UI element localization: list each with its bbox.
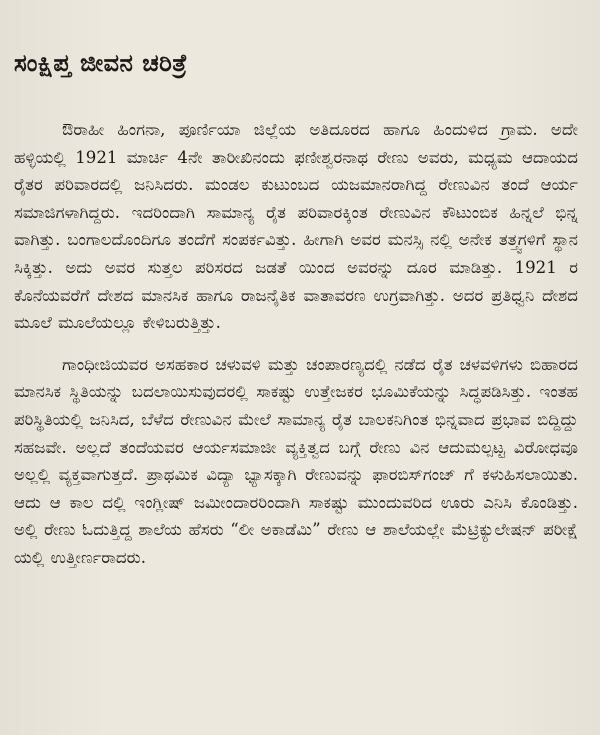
- document-title: ಸಂಕ್ಷಿಪ್ತ ಜೀವನ ಚರಿತ್ರೆ: [14, 48, 188, 77]
- paragraph-1: ಔರಾಹೀ ಹಿಂಗನಾ, ಪೂರ್ಣಿಯಾ ಜಿಲ್ಲೆಯ ಅತಿದೂರದ ಹಾಗೂ ಹಿಂದುಳಿದ ಗ್ರಾಮ. ಅದೇ ಹಳ್ಳಿಯಲ್ಲಿ 1921 ಮಾರ್ಚಿ 4ನೇ ತಾರೀಖಿನಂದು ಫಣೀಶ್ವರನಾಥ ರೇಣು ಅವರು, ಮಧ್ಯಮ ಆದಾಯದ ರೈತರ ಪರಿವಾರದಲ್ಲಿ ಜನಿಸಿದರು. ಮಂಡಲ ಕುಟುಂಬದ ಯಜಮಾನರಾಗಿದ್ದ ರೇಣುವಿನ ತಂದೆ ಆರ್ಯ ಸಮಾಜಿಗಳಾಗಿದ್ದರು. ಇದರಿಂದಾಗಿ ಸಾಮಾನ್ಯ ರೈತ ಪರಿವಾರಕ್ಕಿಂತ ರೇಣುವಿನ ಕೌಟುಂಬಿಕ ಹಿನ್ನಲೆ ಭಿನ್ನ ವಾಗಿತ್ತು. ಬಂಗಾಲದೊಂದಿಗೂ ತಂದೆಗೆ ಸಂಪರ್ಕವಿತ್ತು. ಹೀಗಾಗಿ ಅವರ ಮನಸ್ಸಿ ನಲ್ಲಿ ಅನೇಕ ತತ್ತ್ವಗಳಿಗೆ ಸ್ಥಾನ ಸಿಕ್ಕಿತ್ತು. ಅದು ಅವರ ಸುತ್ತಲ ಪರಿಸರದ ಜಡತೆ ಯಿಂದ ಅವರನ್ನು ದೂರ ಮಾಡಿತ್ತು. 1921 ರ ಕೊನೆಯವರೆಗೆ ದೇಶದ ಮಾನಸಿಕ ಹಾಗೂ ರಾಜನೈತಿಕ ವಾತಾವರಣ ಉಗ್ರವಾಗಿತ್ತು. ಅದರ ಪ್ರತಿಧ್ವನಿ ದೇಶದ ಮೂಲೆ ಮೂಲೆಯಲ್ಲೂ ಕೇಳಿಬರುತ್ತಿತ್ತು.: [14, 120, 578, 333]
- paragraph-2: ಗಾಂಧೀಜಿಯವರ ಅಸಹಕಾರ ಚಳುವಳಿ ಮತ್ತು ಚಂಪಾರಣ್ಯದಲ್ಲಿ ನಡೆದ ರೈತ ಚಳವಳಿಗಳು ಬಿಹಾರದ ಮಾನಸಿಕ ಸ್ಥಿತಿಯನ್ನು ಬದಲಾಯಿಸುವುದರಲ್ಲಿ ಸಾಕಷ್ಟು ಉತ್ತೇಜಕರ ಭೂಮಿಕೆಯನ್ನು ಸಿದ್ಧಪಡಿಸಿತ್ತು. ಇಂತಹ ಪರಿಸ್ಥಿತಿಯಲ್ಲಿ ಜನಿಸಿದ, ಬೆಳೆದ ರೇಣುವಿನ ಮೇಲೆ ಸಾಮಾನ್ಯ ರೈತ ಬಾಲಕನಿಗಿಂತ ಭಿನ್ನವಾದ ಪ್ರಭಾವ ಬಿದ್ದಿದ್ದು ಸಹಜವೇ. ಅಲ್ಲದೆ ತಂದೆಯವರ ಆರ್ಯಸಮಾಜೀ ವ್ಯಕ್ತಿತ್ವದ ಬಗ್ಗೆ ರೇಣು ವಿನ ಆದುಮಲ್ಪಟ್ಟ ವಿರೋಧವೂ ಅಲ್ಲಲ್ಲಿ ವ್ಯಕ್ತವಾಗುತ್ತದೆ. ಪ್ರಾಥಮಿಕ ವಿದ್ಯಾ ಭ್ಯಾಸಕ್ಕಾಗಿ ರೇಣುವನ್ನು ಫಾರಬಿಸ್‌ಗಂಜ್ ಗೆ ಕಳುಹಿಸಲಾಯಿತು. ಆದು ಆ ಕಾಲ ದಲ್ಲಿ ಇಂಗ್ಲೀಷ್ ಜಮೀಂದಾರರಿಂದಾಗಿ ಸಾಕಷ್ಟು ಮುಂದುವರಿದ ಊರು ಎನಿಸಿ ಕೊಂಡಿತ್ತು. ಅಲ್ಲಿ ರೇಣು ಓದುತ್ತಿದ್ದ ಶಾಲೆಯ ಹೆಸರು “ಲೀ ಅಕಾಡೆಮಿ” ರೇಣು ಆ ಶಾಲೆಯಲ್ಲೇ ಮೆಟ್ರಿಕ್ಯುಲೇಷನ್ ಪರೀಕ್ಷೆ ಯಲ್ಲಿ ಉತ್ತೀರ್ಣರಾದರು.: [14, 354, 578, 567]
